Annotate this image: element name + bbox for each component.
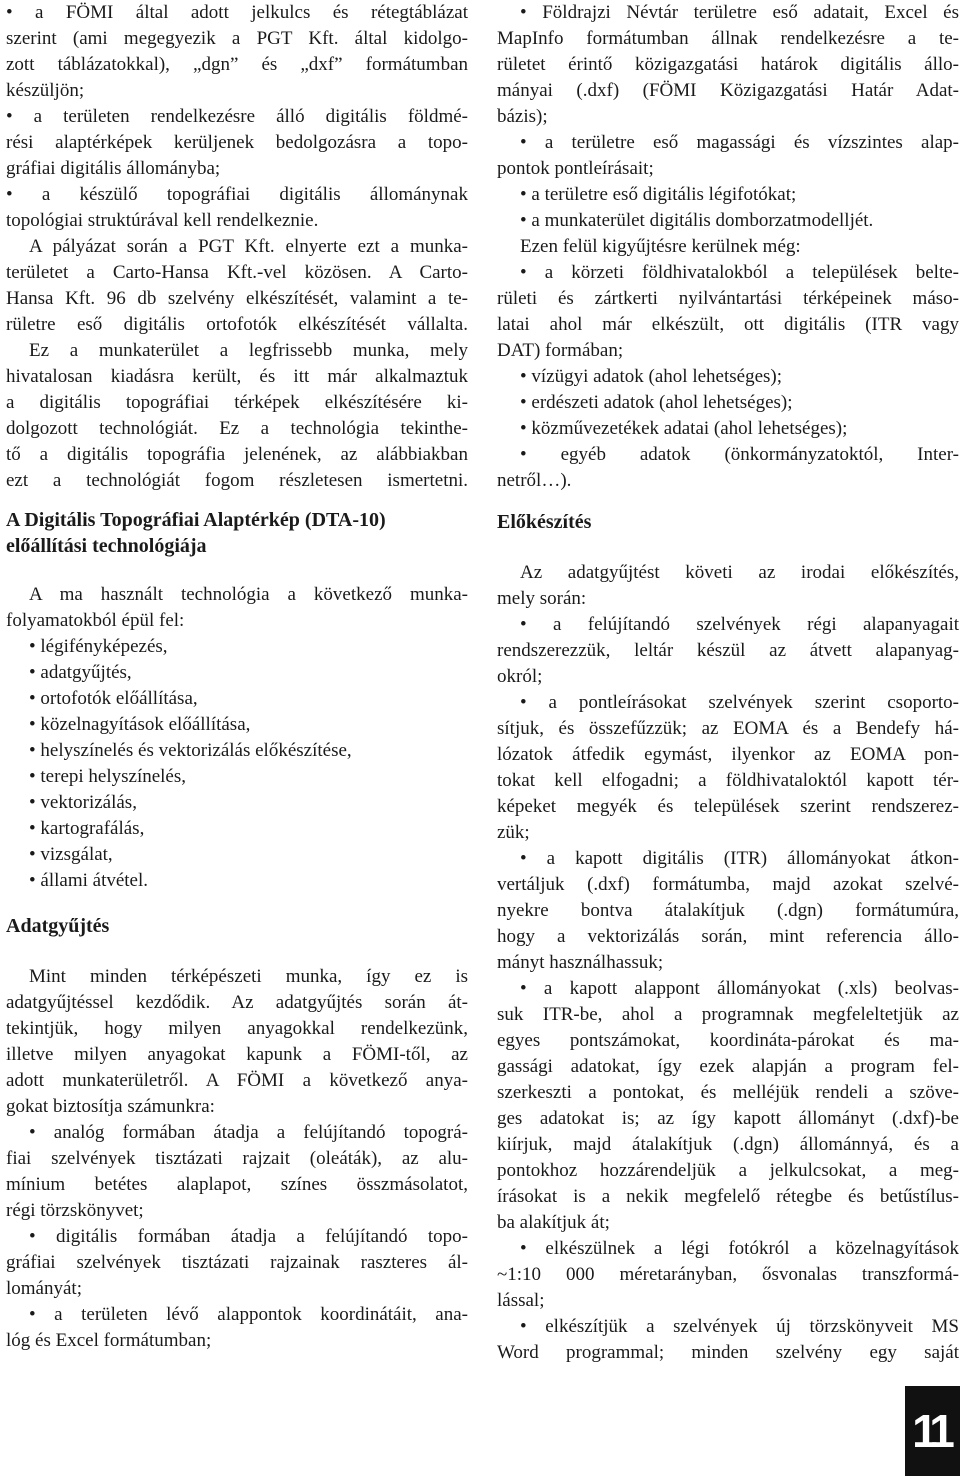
list-item: • ortofotók előállítása, <box>29 688 198 709</box>
text-line: • a FÖMI által adott jelkulcs és rétegtáblázat <box>6 2 468 23</box>
text-line: Ezen felül kigyűjtésre kerülnek még: <box>520 236 801 257</box>
page-number-badge <box>905 1386 960 1476</box>
text-line: tő a digitális topográfia jelenének, az alábbiakban <box>6 444 468 465</box>
text-line: • elkészülnek a légi fotókról a közelnagyítások <box>520 1238 959 1259</box>
text-line: • analóg formában átadja a felújítandó topográ- <box>29 1122 468 1143</box>
text-line: a digitális topográfiai térképek elkészítésére ki- <box>6 392 468 413</box>
text-line: A ma használt technológia a következő munka- <box>29 584 468 605</box>
text-line: suk ITR-be, ahol a programnak megfeleltetjük az <box>497 1004 959 1025</box>
text-line: A pályázat során a PGT Kft. elnyerte ezt a munka- <box>29 236 468 257</box>
text-line: Hansa Kft. 96 db szelvény elkészítését, valamint a te- <box>6 288 468 309</box>
text-line: topológiai struktúrával kell rendelkeznie. <box>6 210 319 231</box>
text-line: • Földrajzi Névtár területre eső adatait, Excel és <box>520 2 959 23</box>
text-line: • a pontleírásokat szelvények szerint csoporto- <box>520 692 959 713</box>
text-line: zük; <box>497 822 530 843</box>
text-line: sítjuk, és összefűzzük; az EOMA és a Bendefy há- <box>497 718 959 739</box>
list-item: • légifényképezés, <box>29 636 168 657</box>
list-item: • terepi helyszínelés, <box>29 766 187 787</box>
text-line: készüljön; <box>6 80 85 101</box>
section-heading-preparation: Előkészítés <box>497 511 592 533</box>
text-line: tokat kell elfogadni; a földhivataloktól kapott tér- <box>497 770 959 791</box>
text-line: pontokhoz hozzárendeljük a jelkulcsokat, a meg- <box>497 1160 959 1181</box>
text-line: adatgyűjtéssel kezdődik. Az adatgyűjtés során át- <box>6 992 468 1013</box>
text-line: folyamatokból épül fel: <box>6 610 185 631</box>
text-line: • a munkaterület digitális domborzatmodelljét. <box>520 210 874 231</box>
text-line: okról; <box>497 666 543 687</box>
list-item: • helyszínelés és vektorizálás előkészítése, <box>29 740 352 761</box>
text-line: gassági adatokat, így ezek alapján a program fel- <box>497 1056 959 1077</box>
text-line: ~1:10 000 méretarányban, ősvonalas transzformá- <box>497 1264 959 1285</box>
list-item: • kartografálás, <box>29 818 145 839</box>
list-item: • egyéb adatok (önkormányzatoktól, Inter- <box>520 444 959 465</box>
section-heading-data-collection: Adatgyűjtés <box>6 915 110 937</box>
text-line: területet a Carto-Hansa Kft.-vel közösen. A Carto- <box>6 262 468 283</box>
page-number: 11 <box>912 1405 949 1457</box>
text-line: ezt a technológiát fogom részletesen ismertetni. <box>6 470 468 491</box>
text-line: kiírjuk, majd átalakítjuk (.dgn) állománnyá, és a <box>497 1134 959 1155</box>
text-line: mányai (.dxf) (FÖMI Közigazgatási Határ Adat- <box>497 80 959 101</box>
text-line: • elkészítjük a szelvények új törzskönyveit MS <box>520 1316 959 1337</box>
list-item: • vizsgálat, <box>29 844 113 865</box>
text-line: Mint minden térképészeti munka, így ez is <box>29 966 468 987</box>
text-line: • a készülő topográfiai digitális állománynak <box>6 184 468 205</box>
text-line: vertáljuk (.dxf) formátumba, majd azokat szelvé- <box>497 874 959 895</box>
text-line: Ez a munkaterület a legfrissebb munka, mely <box>29 340 468 361</box>
text-line: ges adatokat is; az így kapott állományt (.dxf)-be <box>497 1108 959 1129</box>
text-line: zott táblázatokkal), „dgn” és „dxf” formátumban <box>6 54 468 75</box>
text-line: gokat biztosítja számunkra: <box>6 1096 215 1117</box>
text-line: netről…). <box>497 470 572 491</box>
text-line: • a felújítandó szelvények régi alapanyagait <box>520 614 959 635</box>
text-line: szerint (ami megegyezik a PGT Kft. által kidolgo- <box>6 28 468 49</box>
list-item: • vízügyi adatok (ahol lehetséges); <box>520 366 783 387</box>
text-line: MapInfo formátumban állnak rendelkezésre a te- <box>497 28 959 49</box>
text-line: bázis); <box>497 106 548 127</box>
text-line: rési alaptérképek kerüljenek bedolgozásra a topo- <box>6 132 468 153</box>
text-line: rendszerezzük, leltár készül az átvett alapanyag- <box>497 640 959 661</box>
text-line: hogy a vektorizálás során, mint referencia állo- <box>497 926 959 947</box>
text-line: nyekre bontva átalakítjuk (.dgn) formátumúra, <box>497 900 959 921</box>
text-line: • a területre eső digitális légifotókat; <box>520 184 797 205</box>
text-line: rületi és zártkerti nyilvántartási térképeinek máso- <box>497 288 959 309</box>
text-line: lózatok átfedik egymást, ilyenkor az EOMA pon- <box>497 744 959 765</box>
list-item: • közelnagyítások előállítása, <box>29 714 251 735</box>
text-line: • digitális formában átadja a felújítandó topo- <box>29 1226 468 1247</box>
text-line: egyes pontszámokat, koordináta-párokat és ma- <box>497 1030 959 1051</box>
text-line: • a területen rendelkezésre álló digitális földmé- <box>6 106 468 127</box>
text-line: ba alakítjuk át; <box>497 1212 610 1233</box>
text-line: dolgozott technológiát. Ez a technológia tekinthe- <box>6 418 468 439</box>
text-line: illetve milyen anyagokat kapunk a FÖMI-től, az <box>6 1044 468 1065</box>
list-item: • állami átvétel. <box>29 870 149 891</box>
text-line: • a körzeti földhivatalokból a települések belte- <box>520 262 959 283</box>
text-line: • a területre eső magassági és vízszintes alap- <box>520 132 959 153</box>
list-item: • vektorizálás, <box>29 792 137 813</box>
text-line: • a kapott digitális (ITR) állományokat átkon- <box>520 848 959 869</box>
text-line: DAT) formában; <box>497 340 624 361</box>
text-line: lással; <box>497 1290 545 1311</box>
text-line: tekintjük, hogy milyen anyagokkal rendelkezünk, <box>6 1018 468 1039</box>
text-line: mely során: <box>497 588 587 609</box>
heading-line: előállítási technológiája <box>6 535 207 557</box>
text-line: lományát; <box>6 1278 82 1299</box>
text-line: • a kapott alappont állományokat (.xls) beolvas- <box>520 978 959 999</box>
text-line: latai ahol már elkészült, ott digitális (ITR vagy <box>497 314 959 335</box>
text-line: pontok pontleírásait; <box>497 158 654 179</box>
text-line: mínium betétes alaplapot, színes összmásolatot, <box>6 1174 468 1195</box>
text-line: Az adatgyűjtést követi az irodai előkészítés, <box>520 562 959 583</box>
text-line: mányt használhassuk; <box>497 952 664 973</box>
text-line: hivatalosan kiadásra került, és itt már alkalmaztuk <box>6 366 468 387</box>
text-line: írásokat is a nekik megfelelő rétegbe és betűstílus- <box>497 1186 959 1207</box>
text-line: rületet érintő közigazgatási határok digitális állo- <box>497 54 959 75</box>
text-line: Word programmal; minden szelvény egy saját <box>497 1342 959 1363</box>
text-line: rületre eső digitális ortofotók elkészítését vállalta. <box>6 314 468 335</box>
text-line: képeket megyék és települések szerint rendszerez- <box>497 796 959 817</box>
list-item: • adatgyűjtés, <box>29 662 132 683</box>
list-item: • közművezetékek adatai (ahol lehetséges); <box>520 418 848 439</box>
list-item: • erdészeti adatok (ahol lehetséges); <box>520 392 793 413</box>
text-line: gráfiai szelvények tisztázati rajzainak raszteres ál- <box>6 1252 468 1273</box>
text-line: régi törzskönyvet; <box>6 1200 144 1221</box>
text-line: gráfiai digitális állományba; <box>6 158 221 179</box>
text-line: lóg és Excel formátumban; <box>6 1330 212 1351</box>
text-line: • a területen lévő alappontok koordinátáit, ana- <box>29 1304 468 1325</box>
heading-line: A Digitális Topográfiai Alaptérkép (DTA-10) <box>6 509 386 531</box>
text-line: adott munkaterületről. A FÖMI a következő anya- <box>6 1070 468 1091</box>
text-line: szerkeszti a pontokat, és melléjük rendeli a szöve- <box>497 1082 959 1103</box>
text-line: fiai szelvények tisztázati rajzait (oleáták), az alu- <box>6 1148 468 1169</box>
